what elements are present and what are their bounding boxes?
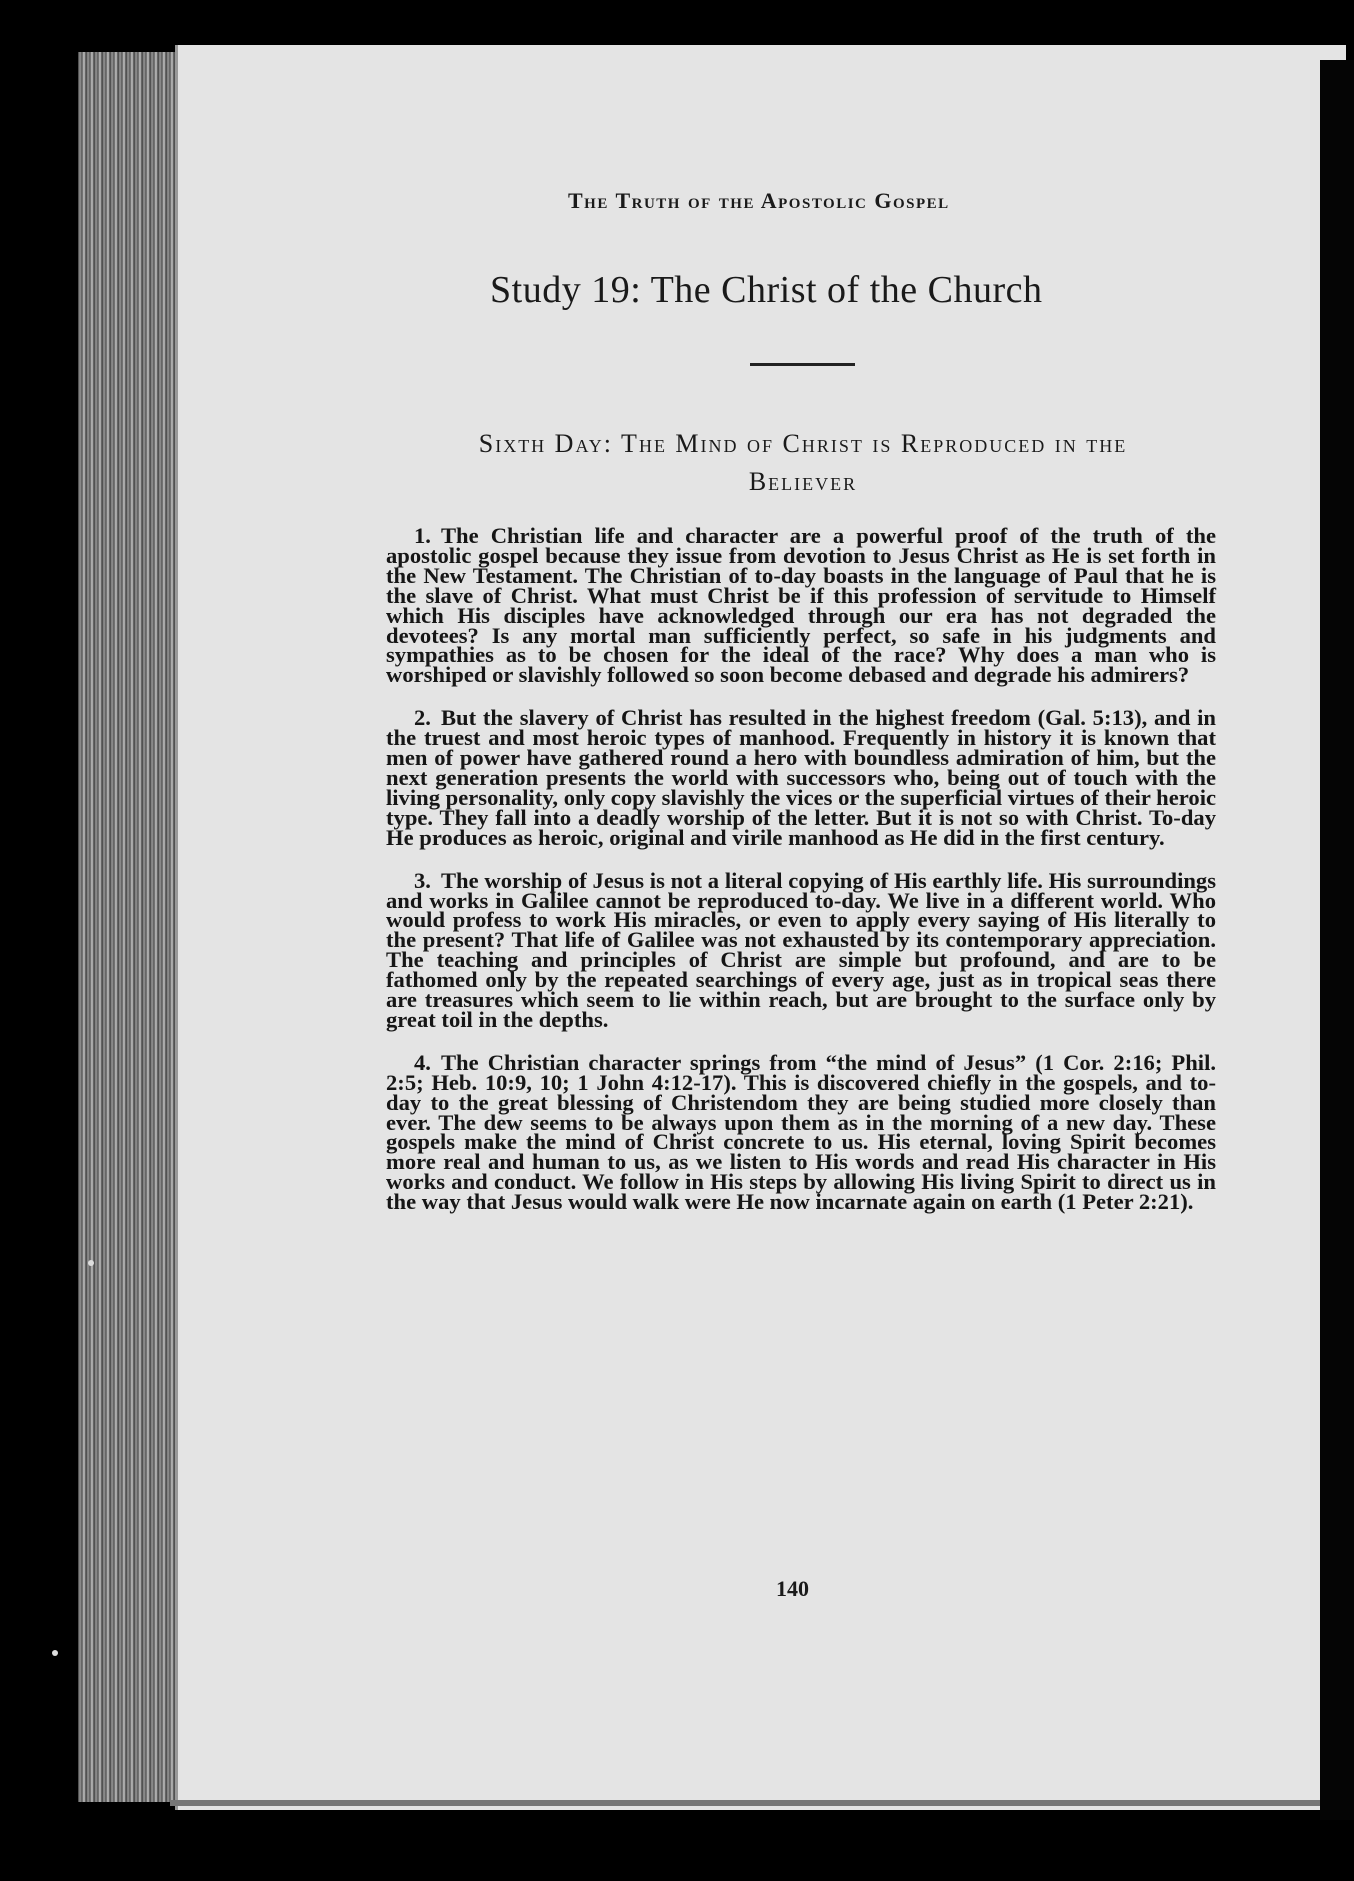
scan-speck <box>88 1260 94 1266</box>
page-number: 140 <box>776 1576 809 1601</box>
page-stack-edges <box>78 52 188 1802</box>
right-gutter-shadow <box>1320 60 1354 1820</box>
page-bottom-edge <box>170 1800 1320 1806</box>
paragraph-number: 2. <box>414 705 431 731</box>
paragraph-number: 3. <box>414 867 431 893</box>
paragraph-3 <box>386 867 1216 1032</box>
paragraph-text: The Christian life and character are a powerful proof of the truth of the apostolic gospel because they issue from devotion to Jesus Christ as He is set forth in the New Testament. The Christian of to-day boasts in the language of Paul that he is the slave of Christ. What must Christ be if this profession of servitude to Himself which His disciples have acknowledged through our era has not degraded the devotees? Is any mortal man sufficiently perfect, so safe in his judgments and sympathies as to be chosen for the ideal of the race? Why does a man who is worshiped or slavishly followed so soon become debased and degrade his admirers? <box>386 523 1216 688</box>
paragraph-2 <box>386 705 1216 850</box>
title-rule <box>750 363 855 366</box>
scan-speck <box>52 1650 58 1656</box>
day-heading <box>388 425 1218 501</box>
paragraph-text: But the slavery of Christ has resulted in the highest freedom (Gal. 5:13), and in the truest and most heroic types of manhood. Frequently in history it is known that men of power have gathered round a hero with boundless admiration of him, but the next generation presents the world with successors who, being out of touch with the living personality, only copy slavishly the vices or the superficial virtues of their heroic type. They fall into a deadly worship of the letter. But it is not so with Christ. To-day He produces as heroic, original and virile manhood as He did in the first century. <box>386 705 1216 850</box>
running-head: The Truth of the Apostolic Gospel <box>568 188 950 213</box>
day-heading-line-1: Sixth Day: The Mind of Christ is Reproduced in the <box>478 429 1128 458</box>
paragraph-1 <box>386 523 1216 688</box>
paragraph-number: 4. <box>414 1049 431 1075</box>
paragraph-4 <box>386 1049 1216 1215</box>
study-title: Study 19: The Christ of the Church <box>490 269 1043 311</box>
body-text <box>386 523 1216 1235</box>
day-heading-line-2: Believer <box>748 467 858 496</box>
paragraph-text: The worship of Jesus is not a literal copying of His earthly life. His surroundings and works in Galilee cannot be reproduced to-day. We live in a different world. Who would profess to work His miracles, or even to apply every saying of His literally to the present? That life of Galilee was not exhausted by its contemporary appreciation. The teaching and principles of Christ are simple but profound, and are to be fathomed only by the repeated searchings of every age, just as in tropical seas there are treasures which seem to lie within reach, but are brought to the surface only by great toil in the depths. <box>386 867 1216 1032</box>
paragraph-number: 1. <box>414 523 431 548</box>
paragraph-text: The Christian character springs from “the mind of Jesus” (1 Cor. 2:16; Phil. 2:5; Heb. 10:9, 10; 1 John 4:12-17). This is discovered chiefly in the gospels, and to-day to the great blessing of Christendom they are being studied more closely than ever. The dew seems to be always upon them as in the morning of a new day. These gospels make the mind of Christ concrete to us. His eternal, loving Spirit becomes more real and human to us, as we listen to His words and read His character in His works and conduct. We follow in His steps by allowing His living Spirit to direct us in the way that Jesus would walk were He now incarnate again on earth (1 Peter 2:21). <box>386 1049 1216 1215</box>
